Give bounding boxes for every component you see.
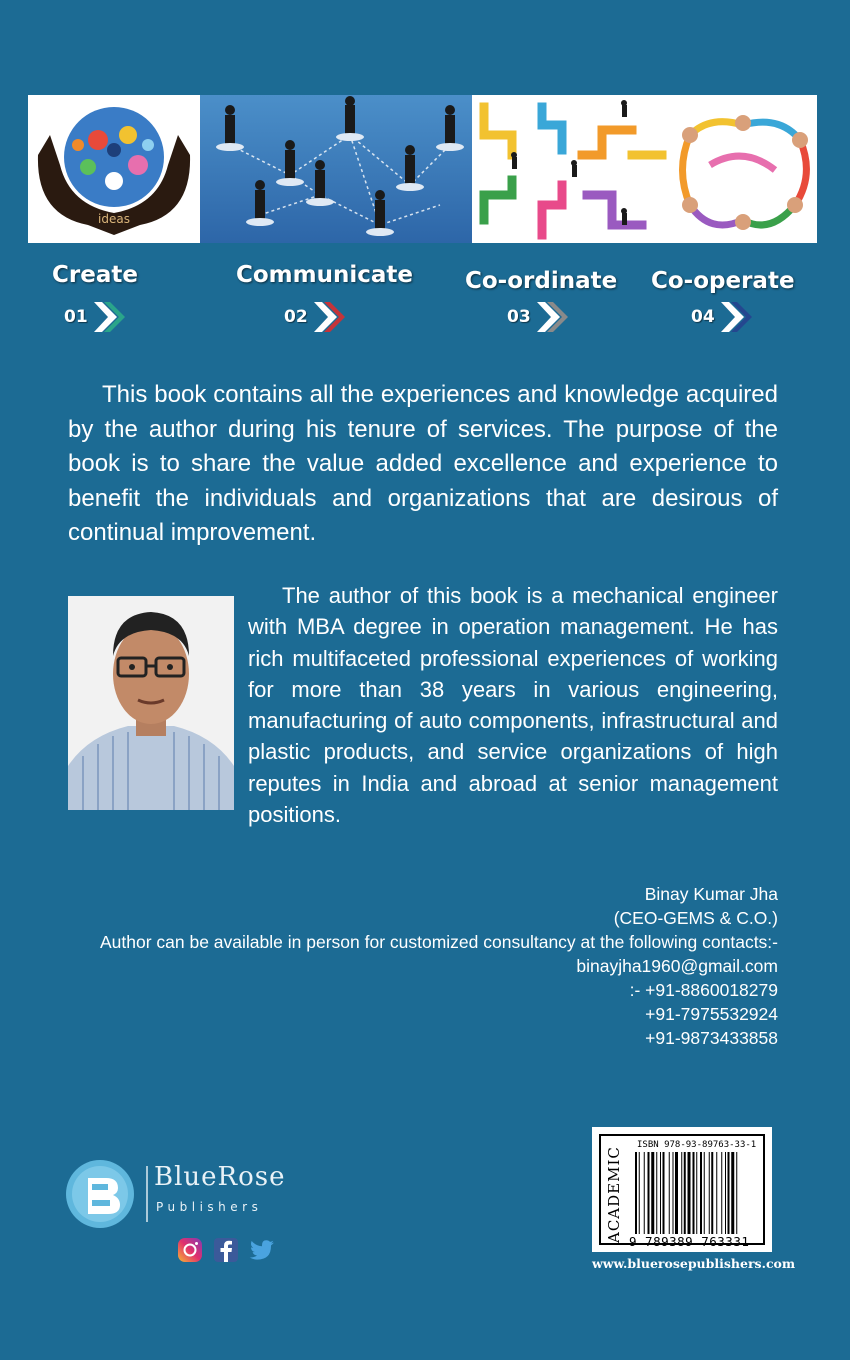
author-bio: The author of this book is a mechanical engineer with MBA degree in operation management. He has rich multifaceted professional experiences of working for more than 38 years in various engineering, manufacturing of auto components, infrastructural and plastic products, and service organizations of high reputes in India and abroad at senior management positions. <box>248 583 778 828</box>
step-number-text: 03 <box>507 307 531 327</box>
author-phone-1: :- +91-8860018279 <box>629 980 778 1000</box>
facebook-icon[interactable] <box>212 1236 240 1264</box>
barcode-frame <box>599 1134 765 1249</box>
svg-text:ideas: ideas <box>98 212 130 226</box>
barcode-bar <box>693 1152 695 1234</box>
barcode-bar <box>711 1152 713 1234</box>
barcode-bar <box>704 1152 705 1234</box>
barcode-bar <box>644 1152 645 1234</box>
barcode-bar <box>656 1152 657 1234</box>
barcode-bar <box>688 1152 691 1234</box>
barcode-bar <box>673 1152 674 1234</box>
barcode-bar <box>700 1152 702 1234</box>
barcode-bar <box>696 1152 697 1234</box>
barcode-bar <box>681 1152 682 1234</box>
barcode-bar <box>716 1152 717 1234</box>
step-create <box>52 262 138 334</box>
barcode-bar <box>736 1152 737 1234</box>
barcode-bar <box>684 1152 686 1234</box>
step-label: Create <box>52 262 138 288</box>
social-links <box>176 1236 276 1264</box>
barcode-bar <box>663 1152 665 1234</box>
book-description: This book contains all the experiences and knowledge acquired by the author during his tenure of services. The purpose of the book is to share the value added excellence and experience to benefit the individuals and organizations that are desirous of continual improvement. <box>68 381 778 546</box>
step-cooperate <box>651 268 795 334</box>
step-number-text: 02 <box>284 307 308 327</box>
author-contact <box>100 882 778 1050</box>
step-label: Co-operate <box>651 268 795 294</box>
step-label: Co-ordinate <box>465 268 618 294</box>
author-phone-3: +91-9873433858 <box>645 1028 778 1048</box>
barcode-bar <box>721 1152 722 1234</box>
hands-puzzle-image <box>670 95 817 243</box>
bluerose-logo-icon <box>66 1160 138 1232</box>
business-network-image <box>200 95 472 243</box>
barcode-bar <box>635 1152 637 1234</box>
twitter-icon[interactable] <box>248 1236 276 1264</box>
chevron-arrow-icon <box>533 300 569 334</box>
step-number <box>507 300 617 334</box>
cover-banner <box>28 95 817 243</box>
barcode-bar <box>725 1152 726 1234</box>
barcode-bar <box>651 1152 654 1234</box>
step-number <box>284 300 413 334</box>
publisher-name: BlueRose <box>154 1162 286 1192</box>
step-coordinate <box>465 268 617 334</box>
chevron-arrow-icon <box>90 300 126 334</box>
logo-divider <box>146 1166 148 1222</box>
step-number-text: 04 <box>691 307 715 327</box>
step-label: Communicate <box>236 262 413 288</box>
barcode-bar <box>675 1152 678 1234</box>
chevron-arrow-icon <box>310 300 346 334</box>
barcode-bar <box>731 1152 734 1234</box>
isbn-barcode <box>592 1127 772 1252</box>
author-email[interactable]: binayjha1960@gmail.com <box>576 956 778 976</box>
category-label: ACADEMIC <box>605 1146 623 1244</box>
step-number <box>691 300 795 334</box>
isbn-number: 9 789389 763331 <box>629 1234 750 1249</box>
author-photo <box>68 596 234 810</box>
barcode-bar <box>728 1152 730 1234</box>
barcode-bars <box>635 1152 767 1234</box>
barcode-bar <box>648 1152 650 1234</box>
step-number <box>64 300 138 334</box>
instagram-icon[interactable] <box>176 1236 204 1264</box>
barcode-bar <box>639 1152 640 1234</box>
author-name: Binay Kumar Jha <box>644 884 778 904</box>
barcode-bar <box>709 1152 710 1234</box>
barcode-bar <box>669 1152 670 1234</box>
author-phone-2: +91-7975532924 <box>645 1004 778 1024</box>
consultancy-note: Author can be available in person for customized consultancy at the following contacts:- <box>99 932 778 952</box>
chevron-arrow-icon <box>717 300 753 334</box>
step-communicate <box>236 262 413 334</box>
process-steps <box>0 262 850 352</box>
step-number-text: 01 <box>64 307 88 327</box>
publisher-subtitle: Publishers <box>156 1200 263 1214</box>
puzzle-paths-image <box>472 95 670 243</box>
hands-globe-image <box>28 95 200 243</box>
barcode-bar <box>660 1152 661 1234</box>
author-role: (CEO-GEMS & C.O.) <box>613 908 778 928</box>
publisher-logo <box>66 1160 306 1232</box>
isbn-text: ISBN 978-93-89763-33-1 <box>637 1140 757 1150</box>
publisher-website[interactable]: www.bluerosepublishers.com <box>592 1256 796 1271</box>
